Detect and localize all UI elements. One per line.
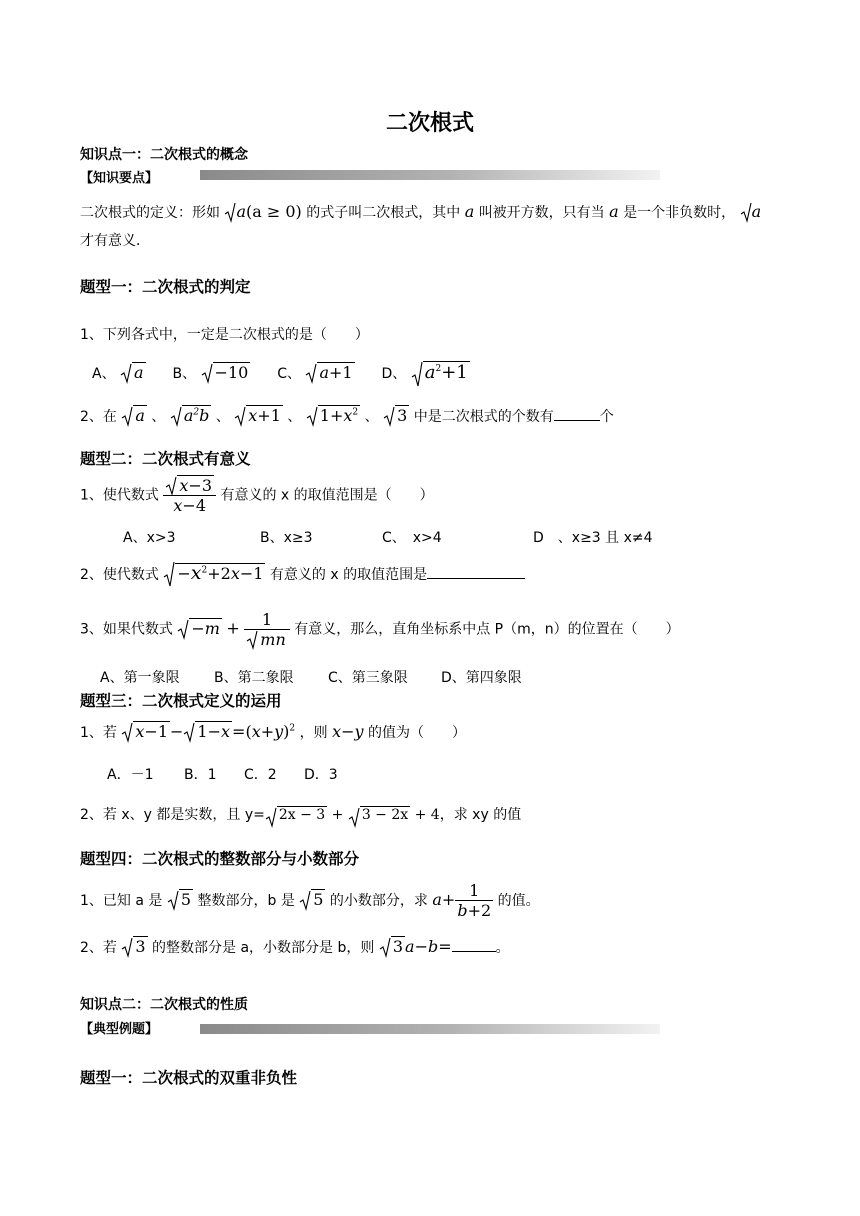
- expr-sqrt-5: 5: [299, 890, 325, 909]
- t2-question-3: 3、如果代数式 −m + $\frac{1}{mn}$ 有意义，那么，直角坐标系中点 P（m，n）的位置在（ ）: [80, 610, 680, 649]
- q2-text-3: 。: [495, 940, 510, 956]
- radicand-a: a: [236, 202, 246, 221]
- q2-text-1: 2、使代数式: [80, 567, 159, 583]
- expr-a-plus-frac: a+ $\frac{1}{b+2}$: [432, 881, 492, 920]
- option-A-label: A、: [92, 366, 116, 382]
- definition-text-1: 二次根式的定义：形如: [80, 205, 220, 221]
- expr-sqrt-x-1: x−1: [121, 722, 170, 741]
- q1-text-2: 有意义的 x 的取值范围是（ ）: [220, 487, 434, 504]
- separator: 、: [287, 409, 302, 425]
- option-D-expr: $a^2+1$: [411, 362, 470, 383]
- radical-sign: [165, 476, 177, 496]
- radical-sign: [224, 202, 236, 224]
- q2-text-1: 2、若 x、y 都是实数，且 y=: [80, 807, 265, 823]
- expr-sqrt-2x-3: 2x − 3: [265, 807, 327, 823]
- q1-text-1: 1、使代数式: [80, 487, 159, 504]
- radical-sign: [348, 807, 360, 829]
- var-a-1: a: [464, 202, 475, 221]
- t1-question-2: [80, 406, 614, 426]
- answer-blank: [427, 578, 525, 579]
- fraction-sqrt-x-3-over-x-4: $\frac{x-3}{x-4}$: [163, 476, 216, 515]
- q2-text-1: 2、在: [80, 409, 117, 425]
- expr-sqrt-neg-m: −m: [177, 619, 222, 638]
- q1-text-3: 的小数部分，求: [329, 893, 428, 909]
- section-heading-concept: 知识点一：二次根式的概念: [80, 147, 248, 163]
- radical-sign: [201, 363, 213, 385]
- q1-text-1: 1、已知 a 是: [80, 893, 163, 909]
- expr-x-minus-y: x−y: [332, 722, 364, 741]
- expr-sqrt-a2b: $a^2b$: [170, 406, 212, 425]
- t2-question-2: [80, 562, 525, 584]
- definition-line: [80, 202, 761, 222]
- t3-q1-option-A: A．－1: [107, 767, 154, 783]
- t2-q1-option-B: B、x≥3: [260, 530, 313, 546]
- t2-q3-option-C: C、第三象限: [328, 670, 408, 686]
- expr-sqrt3a-minus-b: 3: [379, 937, 405, 956]
- q2-text-2: 的整数部分是 a，小数部分是 b，则: [152, 940, 375, 956]
- t4-question-1: [80, 881, 540, 920]
- t3-question-1: 1、若 x−1 − $1-x =(x+y)^2$ ，则 x−y 的值为（ ）: [80, 722, 466, 742]
- radical-sign: [170, 406, 182, 428]
- option-A-expr: a: [120, 363, 146, 382]
- radical-sign: [383, 406, 395, 428]
- t2-question-1: [80, 476, 434, 515]
- q2-text-3: 个: [599, 409, 614, 425]
- radical-sign: [167, 890, 179, 912]
- type5-heading: 题型一：二次根式的双重非负性: [80, 1069, 298, 1087]
- q3-text-2: 有意义，那么，直角坐标系中点 P（m，n）的位置在（ ）: [294, 621, 680, 638]
- definition-text-2: 的式子叫二次根式，其中: [306, 205, 461, 221]
- t3-question-2: 2、若 x、y 都是实数，且 y= 2x − 3 + 3 − 2x + 4，求 xy 的值: [80, 804, 521, 824]
- t2-q1-option-A: A、x>3: [123, 530, 176, 546]
- type2-heading: 题型二：二次根式有意义: [80, 450, 251, 468]
- type4-heading: 题型四：二次根式的整数部分与小数部分: [80, 850, 360, 868]
- expr-sqrt-neg-x2-2x-1: $-x^2+2x-1$: [163, 562, 265, 584]
- radical-sign: [299, 890, 311, 912]
- section-divider-bar: [200, 1024, 660, 1034]
- expr-sqrt-3: 3: [121, 937, 147, 956]
- q3-text-1: 3、如果代数式: [80, 621, 173, 638]
- option-C-label: C、: [277, 366, 301, 382]
- radical-sign: [163, 562, 175, 588]
- section-heading-properties: 知识点二：二次根式的性质: [80, 997, 248, 1013]
- definition-text-4: 是一个非负数时，: [623, 205, 736, 221]
- radical-sign: [234, 406, 246, 428]
- radicand-a: a: [751, 202, 762, 221]
- option-C-expr: a+1: [305, 363, 354, 382]
- q2-text-2: ，求 xy 的值: [439, 807, 522, 823]
- radical-sign: [121, 937, 133, 959]
- condition: (a ≥ 0): [246, 202, 302, 221]
- radical-sign: [306, 406, 318, 428]
- section-divider-bar: [200, 170, 660, 180]
- section-tag-key-points: 【知识要点】: [80, 171, 159, 186]
- radical-sign: [265, 807, 277, 829]
- t2-q1-option-C: C、 x>4: [382, 530, 442, 546]
- t2-q3-option-D: D、第四象限: [441, 670, 522, 686]
- definition-text-5: 才有意义．: [80, 233, 150, 249]
- radical-sign: [305, 363, 317, 385]
- expr-sqrt-3-2x: 3 − 2x: [348, 807, 410, 823]
- separator: 、: [364, 409, 379, 425]
- separator: 、: [215, 409, 230, 425]
- sqrt-a-expression: [224, 202, 301, 221]
- q1-text-2: ，则: [299, 725, 328, 741]
- radical-sign: [120, 363, 132, 385]
- radical-sign: [379, 937, 391, 959]
- t3-q1-option-B: B．1: [184, 767, 217, 783]
- t1-q1-options: [92, 362, 470, 383]
- q1-text-4: 的值。: [497, 893, 540, 909]
- radical-sign: [183, 722, 195, 744]
- q2-text-2: 中是二次根式的个数有: [413, 409, 554, 425]
- type1-heading: 题型一：二次根式的判定: [80, 278, 251, 296]
- q1-text-1: 1、若: [80, 725, 117, 741]
- expr-sqrt-x-plus-1: x+1: [234, 406, 283, 425]
- radical-sign: [411, 362, 423, 388]
- q1-text-3: 的值为（ ）: [368, 725, 466, 741]
- definition-text-3: 叫被开方数，只有当: [478, 205, 605, 221]
- radical-sign: [121, 406, 133, 428]
- var-a-2: a: [609, 202, 619, 221]
- expr-sqrt-1-x: 1−x: [183, 722, 232, 741]
- radical-sign: [246, 630, 258, 650]
- t3-q1-option-C: C．2: [244, 767, 277, 783]
- answer-blank: [452, 951, 496, 952]
- q1-text-2: 整数部分，b 是: [197, 893, 295, 909]
- t2-q3-option-A: A、第一象限: [100, 670, 180, 686]
- q2-text-1: 2、若: [80, 940, 117, 956]
- section-tag-examples: 【典型例题】: [80, 1022, 159, 1037]
- t1-question-1: 1、下列各式中，一定是二次根式的是（ ）: [80, 327, 369, 343]
- t2-q3-option-B: B、第二象限: [214, 670, 294, 686]
- page-title: 二次根式: [385, 111, 474, 136]
- fraction-1-over-sqrt-mn: $\frac{1}{mn}$: [244, 610, 289, 649]
- expr-sqrt-a: a: [121, 406, 147, 425]
- expr-sqrt-1-plus-x2: $1+x^2$: [306, 406, 360, 425]
- t3-q1-option-D: D．3: [304, 767, 338, 783]
- type3-heading: 题型三：二次根式定义的运用: [80, 692, 282, 710]
- q2-text-2: 有意义的 x 的取值范围是: [269, 567, 428, 583]
- radical-sign: [740, 202, 752, 224]
- option-D-label: D、: [381, 366, 407, 382]
- radical-sign: [177, 619, 189, 641]
- option-B-expr: −10: [201, 363, 251, 382]
- option-B-label: B、: [172, 366, 197, 382]
- separator: 、: [151, 409, 166, 425]
- answer-blank: [554, 420, 600, 421]
- t4-question-2: 2、若 3 的整数部分是 a，小数部分是 b，则 3 a−b= 。: [80, 937, 510, 957]
- sqrt-a-end: [740, 202, 762, 221]
- expr-sqrt-3: 3: [383, 406, 409, 425]
- t2-q1-option-D: D 、x≥3 且 x≠4: [533, 530, 653, 546]
- expr-sqrt-5: 5: [167, 890, 193, 909]
- radical-sign: [121, 722, 133, 744]
